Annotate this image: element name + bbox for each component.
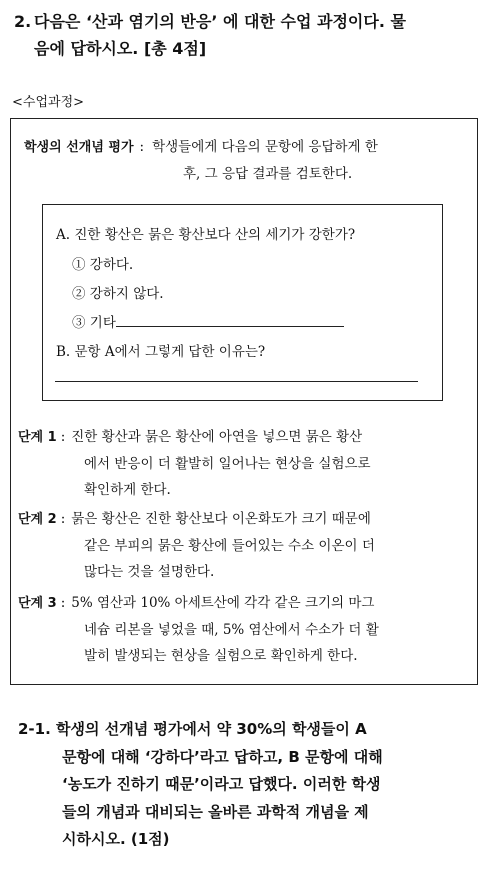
step-2-line-3: 많다는 것을 설명한다. — [84, 564, 215, 580]
preconcept-section — [24, 134, 468, 187]
sub-question-line-4: 들의 개념과 대비되는 올바른 과학적 개념을 제 — [62, 802, 369, 821]
step-1: 단계 1 : 진한 황산과 묽은 황산에 아연을 넣으면 묽은 황산 에서 반응이 더 활발히 일어나는 현상을 실험으로 확인하게 한다. — [18, 424, 470, 503]
step-2-line-2: 같은 부피의 묽은 황산에 들어있는 수소 이온이 더 — [84, 538, 375, 554]
option-1: ① 강하다. — [72, 257, 134, 273]
sub-question-line-3: ‘농도가 진하기 때문’이라고 답했다. 이러한 학생 — [62, 775, 381, 793]
step-1-label: 단계 1 — [18, 430, 57, 445]
step-3-line-2: 네슘 리본을 넣었을 때, 5% 염산에서 수소가 더 활 — [84, 622, 379, 638]
question-number: 2. — [14, 12, 32, 31]
step-3: 단계 3 : 5% 염산과 10% 아세트산에 각각 같은 크기의 마그 네슘 리본을 넣었을 때, 5% 염산에서 수소가 더 활 발히 발생되는 현상을 실험으로 확인하게 한다. — [18, 590, 470, 669]
preconcept-line-2: 후, 그 응답 결과를 검토한다. — [183, 166, 353, 182]
option-3: ③ 기타 — [72, 315, 116, 331]
preconcept-line-1: 학생들에게 다음의 문항에 응답하게 한 — [152, 139, 378, 155]
step-2-line-1: 묽은 황산은 진한 황산보다 이온화도가 크기 때문에 — [71, 511, 371, 527]
step-1-line-1: 진한 황산과 묽은 황산에 아연을 넣으면 묽은 황산 — [71, 429, 363, 445]
sub-question-line-5: 시하시오. (1점) — [62, 830, 170, 848]
step-2: 단계 2 : 묽은 황산은 진한 황산보다 이온화도가 크기 때문에 같은 부피의 묽은 황산에 들어있는 수소 이온이 더 많다는 것을 설명한다. — [18, 506, 470, 585]
question-a: A. 진한 황산은 묽은 황산보다 산의 세기가 강한가? — [56, 227, 356, 243]
preconcept-label: 학생의 선개념 평가 — [24, 140, 134, 155]
option-2: ② 강하지 않다. — [72, 286, 164, 302]
question-b-answer-line[interactable] — [55, 381, 418, 382]
step-3-line-1: 5% 염산과 10% 아세트산에 각각 같은 크기의 마그 — [71, 595, 375, 611]
step-1-line-2: 에서 반응이 더 활발히 일어나는 현상을 실험으로 — [84, 456, 371, 472]
question-line-1: 다음은 ‘산과 염기의 반응’ 에 대한 수업 과정이다. 물 — [34, 12, 406, 31]
step-1-line-3: 확인하게 한다. — [84, 482, 171, 498]
sub-question-number: 2-1. — [18, 720, 51, 738]
preconcept-colon: : — [139, 139, 145, 155]
option-3-row — [72, 311, 344, 331]
sub-question-line-2: 문항에 대해 ‘강하다’라고 답하고, B 문항에 대해 — [62, 747, 383, 766]
question-heading — [14, 8, 482, 62]
question-b: B. 문항 A에서 그렇게 답한 이유는? — [56, 344, 266, 360]
step-2-label: 단계 2 — [18, 512, 57, 527]
step-3-label: 단계 3 — [18, 596, 57, 611]
sub-question — [18, 716, 478, 854]
process-label: <수업과정> — [12, 95, 85, 110]
sub-question-line-1: 학생의 선개념 평가에서 약 30%의 학생들이 A — [56, 720, 367, 738]
step-3-line-3: 발히 발생되는 현상을 실험으로 확인하게 한다. — [84, 648, 358, 664]
option-3-blank[interactable] — [116, 312, 344, 327]
question-line-2: 음에 답하시오. [총 4점] — [34, 39, 207, 58]
